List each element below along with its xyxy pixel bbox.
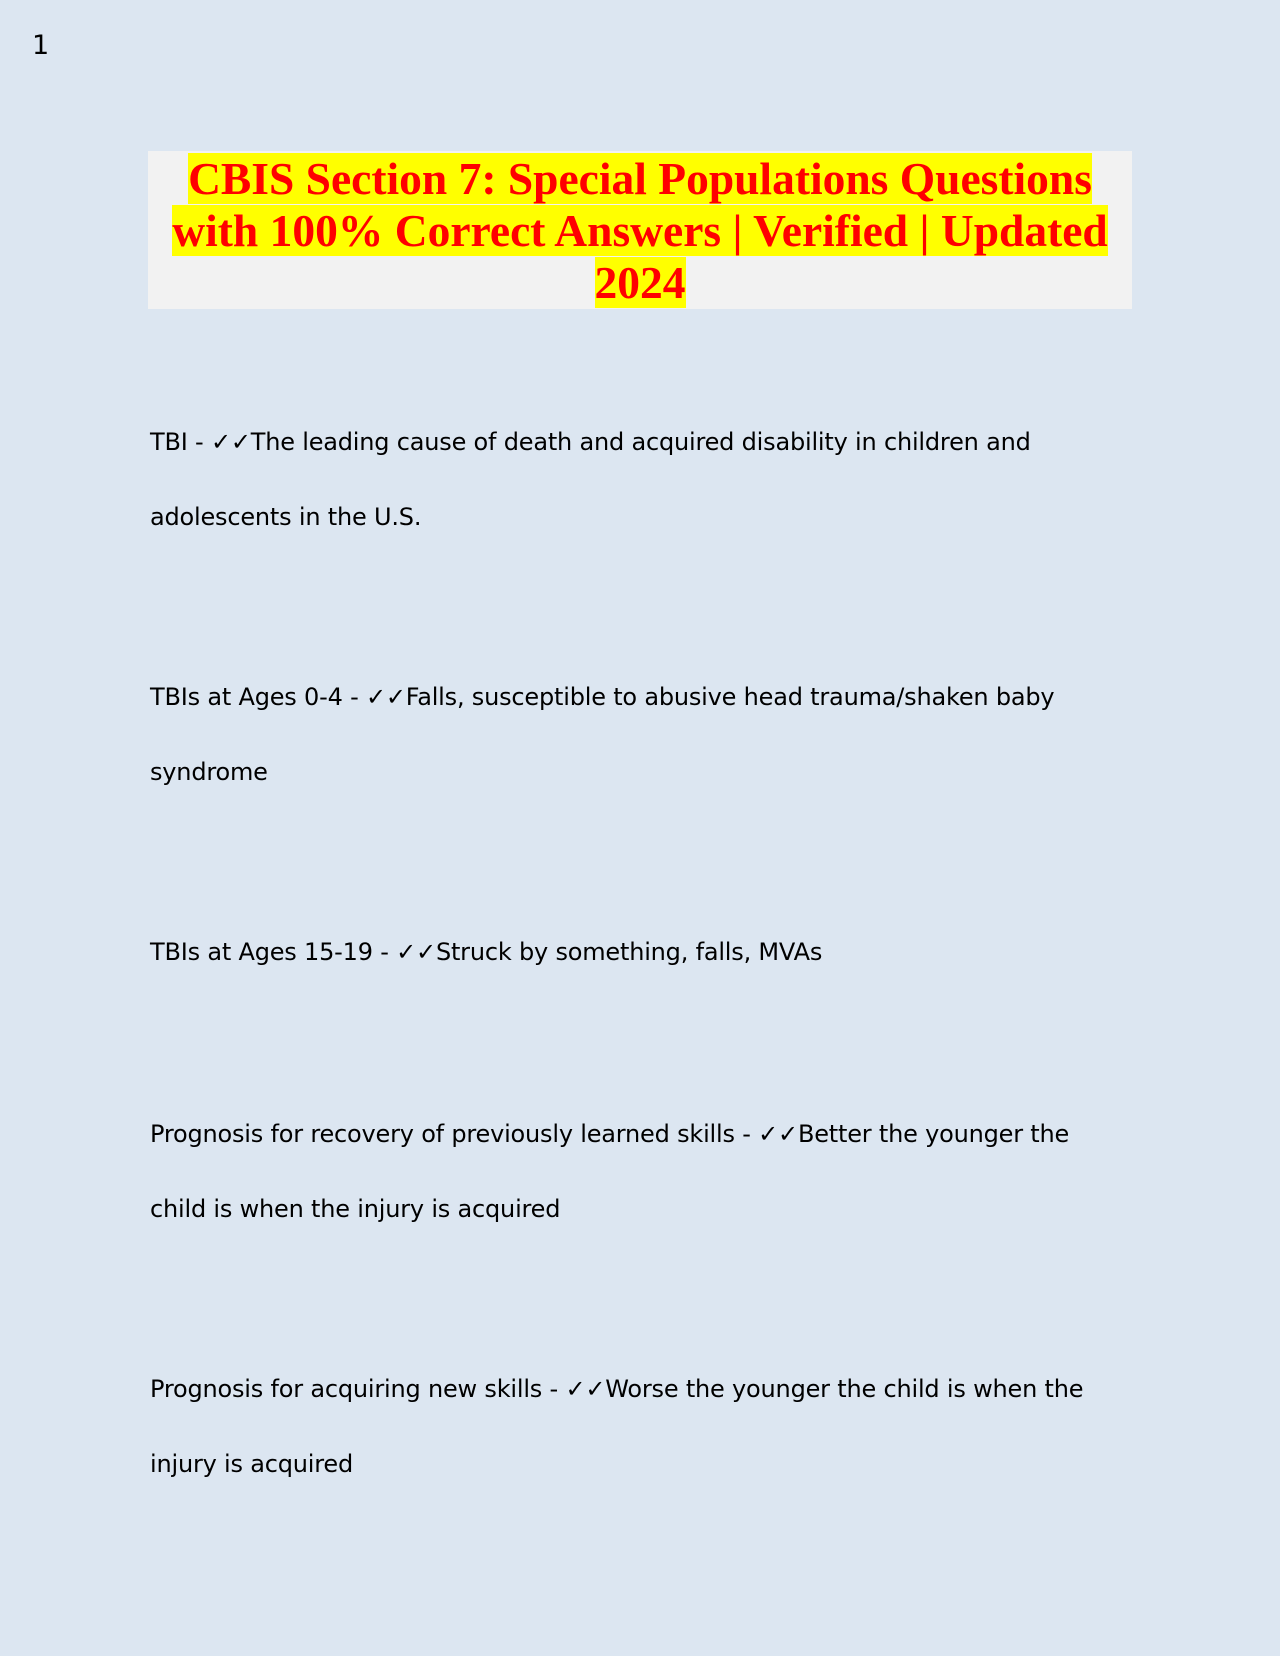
document-title: CBIS Section 7: Special Populations Questions with 100% Correct Answers | Verified | Updated 2024 <box>172 153 1108 308</box>
double-check-icon: ✓✓ <box>365 683 406 711</box>
qa-separator: - <box>372 938 397 966</box>
qa-term: TBI <box>150 428 188 456</box>
qa-term: Prognosis for recovery of previously learned skills <box>150 1120 735 1148</box>
double-check-icon: ✓✓ <box>758 1120 798 1148</box>
qa-term: TBIs at Ages 15-19 <box>150 938 373 966</box>
qa-item-prognosis-new-skills <box>150 1352 1110 1502</box>
page-number: 1 <box>32 30 50 61</box>
double-check-icon: ✓✓ <box>565 1375 606 1403</box>
double-check-icon: ✓✓ <box>396 938 436 966</box>
qa-answer: Better the younger the child is when the injury is acquired <box>150 1120 1070 1223</box>
qa-answer: Worse the younger the child is when the injury is acquired <box>150 1375 1084 1478</box>
qa-answer: Falls, susceptible to abusive head trauma/shaken baby syndrome <box>150 683 1055 786</box>
qa-item-tbi-ages-0-4 <box>150 660 1110 810</box>
qa-answer: Struck by something, falls, MVAs <box>435 938 823 966</box>
qa-term: TBIs at Ages 0-4 <box>150 683 343 711</box>
qa-separator: - <box>542 1375 566 1403</box>
qa-separator: - <box>342 683 366 711</box>
qa-answer: The leading cause of death and acquired disability in children and adolescents in the U.S. <box>150 428 1031 531</box>
qa-separator: - <box>734 1120 759 1148</box>
title-banner <box>148 151 1132 309</box>
double-check-icon: ✓✓ <box>210 428 251 456</box>
qa-separator: - <box>187 428 211 456</box>
qa-term: Prognosis for acquiring new skills <box>150 1375 543 1403</box>
qa-item-tbi <box>150 405 1110 555</box>
qa-item-prognosis-recovery <box>150 1097 1110 1247</box>
qa-item-tbi-ages-15-19 <box>150 915 1110 990</box>
